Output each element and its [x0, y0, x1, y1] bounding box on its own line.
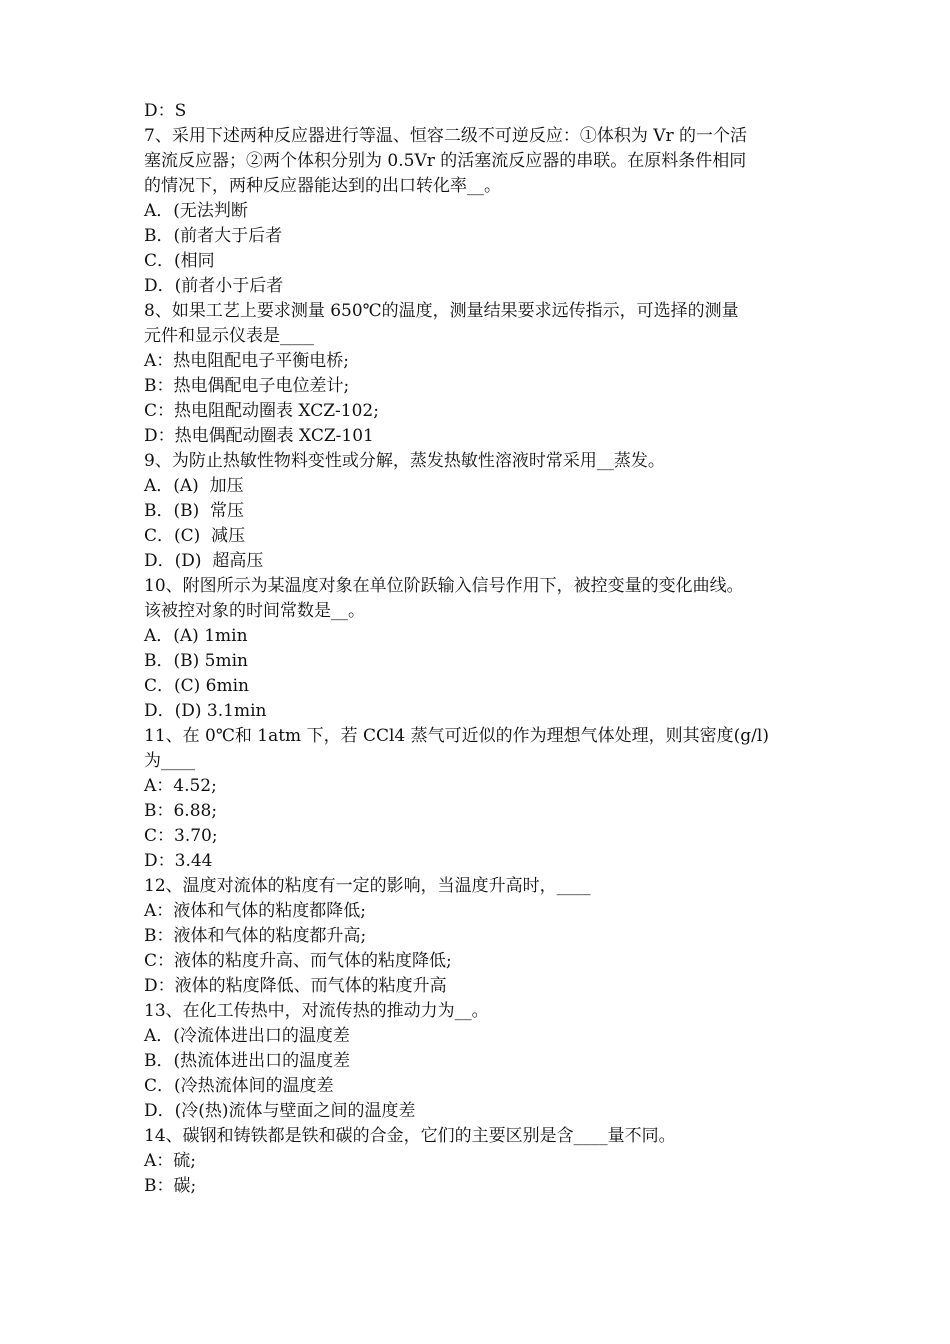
document-body [144, 99, 810, 1199]
option-line: D．(前者小于后者 [144, 276, 284, 296]
question-line: 8、如果工艺上要求测量 650℃的温度，测量结果要求远传指示，可选择的测量 [144, 301, 739, 321]
question-line: 10、附图所示为某温度对象在单位阶跃输入信号作用下，被控变量的变化曲线。 [144, 576, 744, 596]
option-line: C．(C) 减压 [144, 526, 246, 546]
option-line: C：液体的粘度升高、而气体的粘度降低; [144, 951, 452, 971]
option-line: B：热电偶配电子电位差计; [144, 376, 350, 396]
question-line: 13、在化工传热中，对流传热的推动力为__。 [144, 1001, 489, 1021]
question-line: 元件和显示仪表是____ [144, 326, 314, 346]
option-line: B：6.88; [144, 801, 218, 821]
question-line: 12、温度对流体的粘度有一定的影响，当温度升高时，____ [144, 876, 591, 896]
option-line: D．(D) 3.1min [144, 701, 267, 721]
question-line: 7、采用下述两种反应器进行等温、恒容二级不可逆反应：①体积为 Vr 的一个活 [144, 126, 748, 146]
option-line: A：热电阻配电子平衡电桥; [144, 351, 350, 371]
option-line: A：液体和气体的粘度都降低; [144, 901, 367, 921]
option-line: C．(C) 6min [144, 676, 250, 696]
option-line: B：液体和气体的粘度都升高; [144, 926, 367, 946]
option-line: B．(B) 常压 [144, 501, 245, 521]
option-line: D：S [144, 101, 187, 121]
option-line: C．(冷热流体间的温度差 [144, 1076, 334, 1096]
option-line: C．(相同 [144, 251, 215, 271]
option-line: A．(A) 加压 [144, 476, 244, 496]
question-line: 14、碳钢和铸铁都是铁和碳的合金，它们的主要区别是含____量不同。 [144, 1126, 676, 1146]
question-line: 塞流反应器；②两个体积分别为 0.5Vr 的活塞流反应器的串联。在原料条件相同 [144, 151, 747, 171]
question-line: 为____ [144, 751, 195, 771]
option-line: B．(B) 5min [144, 651, 248, 671]
option-line: A．(冷流体进出口的温度差 [144, 1026, 350, 1046]
option-line: A．(A) 1min [144, 626, 248, 646]
option-line: A：硫; [144, 1151, 197, 1171]
option-line: B：碳; [144, 1176, 197, 1196]
question-line: 9、为防止热敏性物料变性或分解，蒸发热敏性溶液时常采用__蒸发。 [144, 451, 665, 471]
option-line: A：4.52; [144, 776, 217, 796]
option-line: C：3.70; [144, 826, 218, 846]
option-line: C：热电阻配动圈表 XCZ-102; [144, 401, 379, 421]
option-line: D：热电偶配动圈表 XCZ-101 [144, 426, 374, 446]
question-line: 11、在 0℃和 1atm 下，若 CCl4 蒸气可近似的作为理想气体处理，则其密度(g/l) [144, 726, 769, 746]
question-line: 的情况下，两种反应器能达到的出口转化率__。 [144, 176, 501, 196]
option-line: D：3.44 [144, 851, 213, 871]
option-line: A．(无法判断 [144, 201, 248, 221]
option-line: B．(热流体进出口的温度差 [144, 1051, 351, 1071]
option-line: B．(前者大于后者 [144, 226, 283, 246]
option-line: D：液体的粘度降低、而气体的粘度升高 [144, 976, 447, 996]
option-line: D．(D) 超高压 [144, 551, 264, 571]
option-line: D．(冷(热)流体与壁面之间的温度差 [144, 1101, 416, 1121]
question-line: 该被控对象的时间常数是__。 [144, 601, 365, 621]
